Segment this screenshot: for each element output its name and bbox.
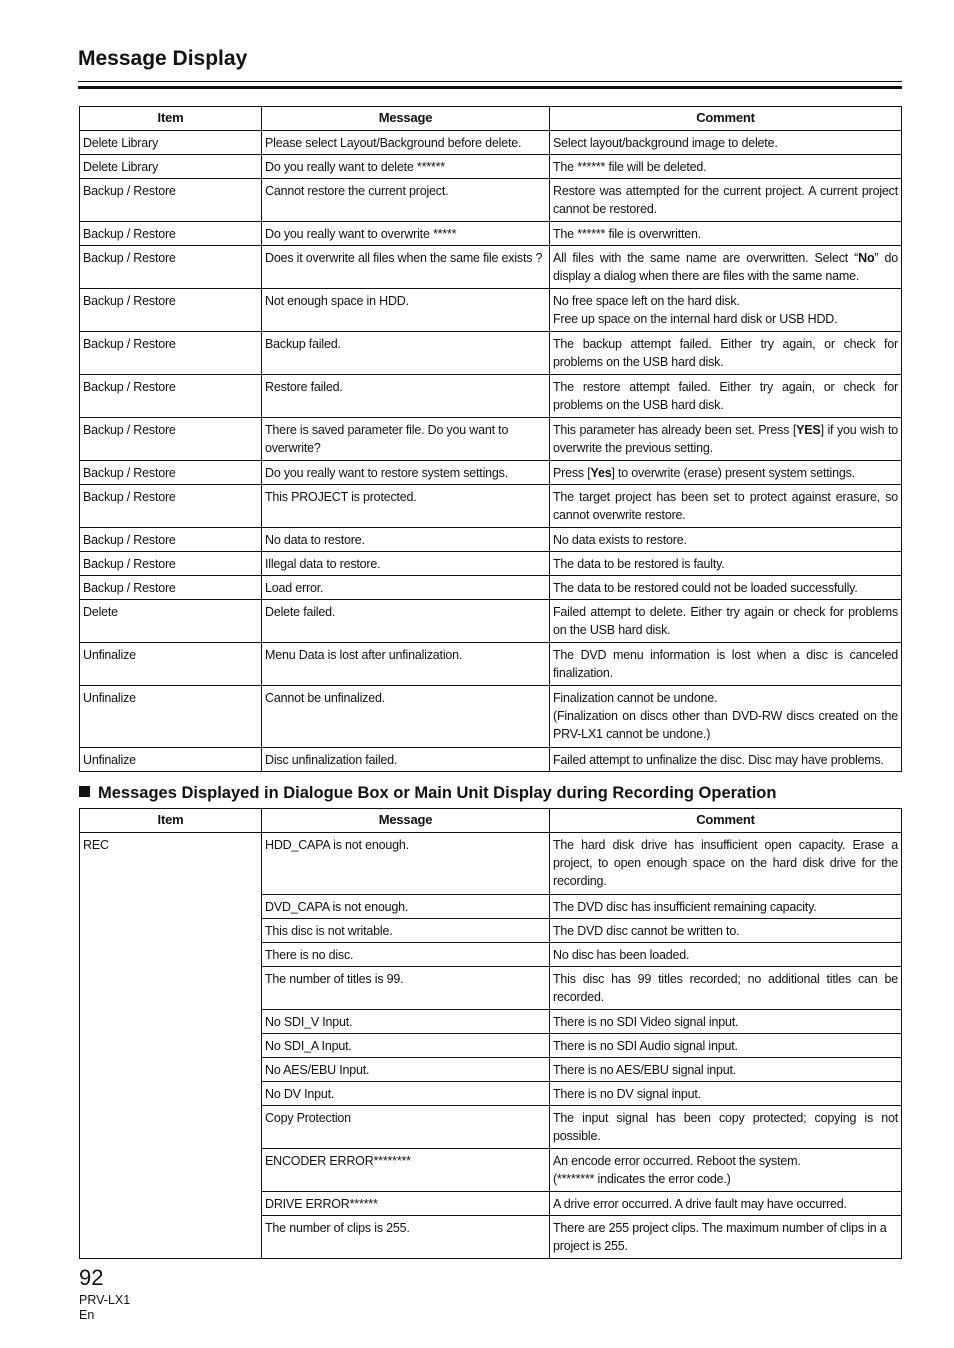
message-cell: Cannot restore the current project.	[262, 179, 550, 222]
comment-cell: This disc has 99 titles recorded; no additional titles can be recorded.	[550, 967, 902, 1010]
message-cell: Restore failed.	[262, 375, 550, 418]
comment-cell: The input signal has been copy protected; copying is not possible.	[550, 1106, 902, 1149]
message-cell: This disc is not writable.	[262, 919, 550, 943]
message-cell: Illegal data to restore.	[262, 552, 550, 576]
comment-text: ] to overwrite (erase) present system settings.	[611, 466, 855, 480]
comment-text: This parameter has already been set. Press [	[553, 423, 797, 437]
table-row	[80, 418, 902, 461]
item-cell: Backup / Restore	[80, 332, 262, 375]
item-cell: Backup / Restore	[80, 289, 262, 332]
comment-line: An encode error occurred. Reboot the system.	[553, 1154, 801, 1168]
table-header-row	[80, 809, 902, 833]
comment-line: No free space left on the hard disk.	[553, 294, 740, 308]
comment-line: (Finalization on discs other than DVD-RW discs created on the PRV-LX1 cannot be undone.)	[553, 709, 898, 741]
item-cell: Backup / Restore	[80, 418, 262, 461]
comment-cell: The DVD disc cannot be written to.	[550, 919, 902, 943]
comment-cell: There is no SDI Audio signal input.	[550, 1034, 902, 1058]
table-header-row	[80, 107, 902, 131]
table-row	[80, 289, 902, 332]
comment-cell: The target project has been set to protect against erasure, so cannot overwrite restore.	[550, 485, 902, 528]
column-header-comment: Comment	[550, 107, 902, 131]
message-cell: ENCODER ERROR********	[262, 1149, 550, 1192]
message-cell: DVD_CAPA is not enough.	[262, 895, 550, 919]
item-cell: Backup / Restore	[80, 461, 262, 485]
comment-text: Press [	[553, 466, 591, 480]
comment-cell: Select layout/background image to delete.	[550, 131, 902, 155]
section-heading-text: Messages Displayed in Dialogue Box or Main Unit Display during Recording Operation	[98, 784, 777, 802]
message-cell: The number of clips is 255.	[262, 1216, 550, 1259]
square-bullet-icon	[79, 786, 90, 797]
item-cell: Delete	[80, 600, 262, 643]
table-row	[80, 131, 902, 155]
item-cell: Backup / Restore	[80, 179, 262, 222]
comment-cell: The restore attempt failed. Either try again, or check for problems on the USB hard disk.	[550, 375, 902, 418]
message-cell: Do you really want to delete ******	[262, 155, 550, 179]
comment-cell	[550, 461, 902, 485]
item-cell: Backup / Restore	[80, 222, 262, 246]
item-cell: Backup / Restore	[80, 528, 262, 552]
page-number: 92	[79, 1265, 104, 1290]
item-cell: Backup / Restore	[80, 375, 262, 418]
table-row	[80, 485, 902, 528]
message-table	[79, 106, 902, 772]
comment-cell: Failed attempt to delete. Either try again or check for problems on the USB hard disk.	[550, 600, 902, 643]
item-cell: Delete Library	[80, 155, 262, 179]
comment-line: Free up space on the internal hard disk or USB HDD.	[553, 312, 838, 326]
comment-text: ” do display a dialog when there are files with the same name.	[553, 251, 899, 283]
comment-cell: No disc has been loaded.	[550, 943, 902, 967]
table-row	[80, 748, 902, 772]
message-cell: No DV Input.	[262, 1082, 550, 1106]
column-header-item: Item	[80, 809, 262, 833]
item-cell: Unfinalize	[80, 748, 262, 772]
message-cell: No SDI_A Input.	[262, 1034, 550, 1058]
comment-cell: The DVD disc has insufficient remaining capacity.	[550, 895, 902, 919]
comment-cell: A drive error occurred. A drive fault may have occurred.	[550, 1192, 902, 1216]
comment-cell: The data to be restored is faulty.	[550, 552, 902, 576]
comment-cell: There are 255 project clips. The maximum number of clips in a project is 255.	[550, 1216, 902, 1259]
table-row	[80, 686, 902, 748]
message-cell: No data to restore.	[262, 528, 550, 552]
table-row	[80, 332, 902, 375]
message-cell: No SDI_V Input.	[262, 1010, 550, 1034]
comment-cell	[550, 686, 902, 748]
column-header-item: Item	[80, 107, 262, 131]
message-cell: Menu Data is lost after unfinalization.	[262, 643, 550, 686]
column-header-message: Message	[262, 809, 550, 833]
comment-bold-text: YES	[796, 423, 821, 437]
message-cell: Not enough space in HDD.	[262, 289, 550, 332]
comment-cell: Failed attempt to unfinalize the disc. Disc may have problems.	[550, 748, 902, 772]
comment-bold-text: Yes	[590, 466, 612, 480]
item-cell: Unfinalize	[80, 686, 262, 748]
table-row	[80, 155, 902, 179]
item-cell: Backup / Restore	[80, 576, 262, 600]
message-cell: There is saved parameter file. Do you want to overwrite?	[262, 418, 550, 461]
message-cell: Do you really want to overwrite *****	[262, 222, 550, 246]
header-rule-thick	[78, 86, 902, 89]
item-cell: Delete Library	[80, 131, 262, 155]
message-cell: Please select Layout/Background before delete.	[262, 131, 550, 155]
comment-line: (******** indicates the error code.)	[553, 1172, 731, 1186]
message-cell: Load error.	[262, 576, 550, 600]
comment-cell: The ****** file is overwritten.	[550, 222, 902, 246]
message-cell: Does it overwrite all files when the same file exists ?	[262, 246, 550, 289]
comment-cell: There is no AES/EBU signal input.	[550, 1058, 902, 1082]
message-cell: Disc unfinalization failed.	[262, 748, 550, 772]
message-cell: The number of titles is 99.	[262, 967, 550, 1010]
table-row	[80, 552, 902, 576]
comment-cell	[550, 246, 902, 289]
message-cell: Backup failed.	[262, 332, 550, 375]
comment-cell	[550, 418, 902, 461]
table-row	[80, 375, 902, 418]
comment-cell: There is no DV signal input.	[550, 1082, 902, 1106]
comment-bold-text: No	[858, 251, 875, 265]
table-row	[80, 528, 902, 552]
item-cell: REC	[80, 833, 262, 1259]
item-cell: Backup / Restore	[80, 485, 262, 528]
message-cell: Do you really want to restore system settings.	[262, 461, 550, 485]
column-header-message: Message	[262, 107, 550, 131]
table-row	[80, 643, 902, 686]
language-label: En	[79, 1308, 95, 1322]
comment-cell: The backup attempt failed. Either try again, or check for problems on the USB hard disk.	[550, 332, 902, 375]
column-header-comment: Comment	[550, 809, 902, 833]
comment-cell: No data exists to restore.	[550, 528, 902, 552]
table-row	[80, 246, 902, 289]
item-cell: Backup / Restore	[80, 246, 262, 289]
item-cell: Unfinalize	[80, 643, 262, 686]
comment-cell	[550, 1149, 902, 1192]
recording-message-table	[79, 808, 902, 1259]
comment-text: All files with the same name are overwritten. Select “	[553, 251, 859, 265]
table-row	[80, 576, 902, 600]
model-label: PRV-LX1	[79, 1293, 131, 1307]
table-row	[80, 222, 902, 246]
section-heading	[79, 784, 776, 803]
message-cell: HDD_CAPA is not enough.	[262, 833, 550, 895]
table-row	[80, 461, 902, 485]
message-cell: This PROJECT is protected.	[262, 485, 550, 528]
table-row	[80, 833, 902, 895]
table-row	[80, 179, 902, 222]
comment-cell: The data to be restored could not be loaded successfully.	[550, 576, 902, 600]
table-row	[80, 600, 902, 643]
page-title: Message Display	[78, 47, 248, 70]
comment-cell: There is no SDI Video signal input.	[550, 1010, 902, 1034]
message-cell: Cannot be unfinalized.	[262, 686, 550, 748]
comment-cell: Restore was attempted for the current project. A current project cannot be restored.	[550, 179, 902, 222]
comment-cell: The hard disk drive has insufficient open capacity. Erase a project, to open enough space on the hard disk drive for the recording.	[550, 833, 902, 895]
comment-cell: The ****** file will be deleted.	[550, 155, 902, 179]
item-cell: Backup / Restore	[80, 552, 262, 576]
message-cell: Delete failed.	[262, 600, 550, 643]
message-cell: DRIVE ERROR******	[262, 1192, 550, 1216]
comment-text: ] if you wish to overwrite the previous setting.	[553, 423, 898, 455]
message-cell: There is no disc.	[262, 943, 550, 967]
comment-cell	[550, 289, 902, 332]
header-rule-thin	[78, 81, 902, 82]
message-cell: Copy Protection	[262, 1106, 550, 1149]
comment-line: Finalization cannot be undone.	[553, 691, 718, 705]
message-cell: No AES/EBU Input.	[262, 1058, 550, 1082]
comment-cell: The DVD menu information is lost when a disc is canceled finalization.	[550, 643, 902, 686]
